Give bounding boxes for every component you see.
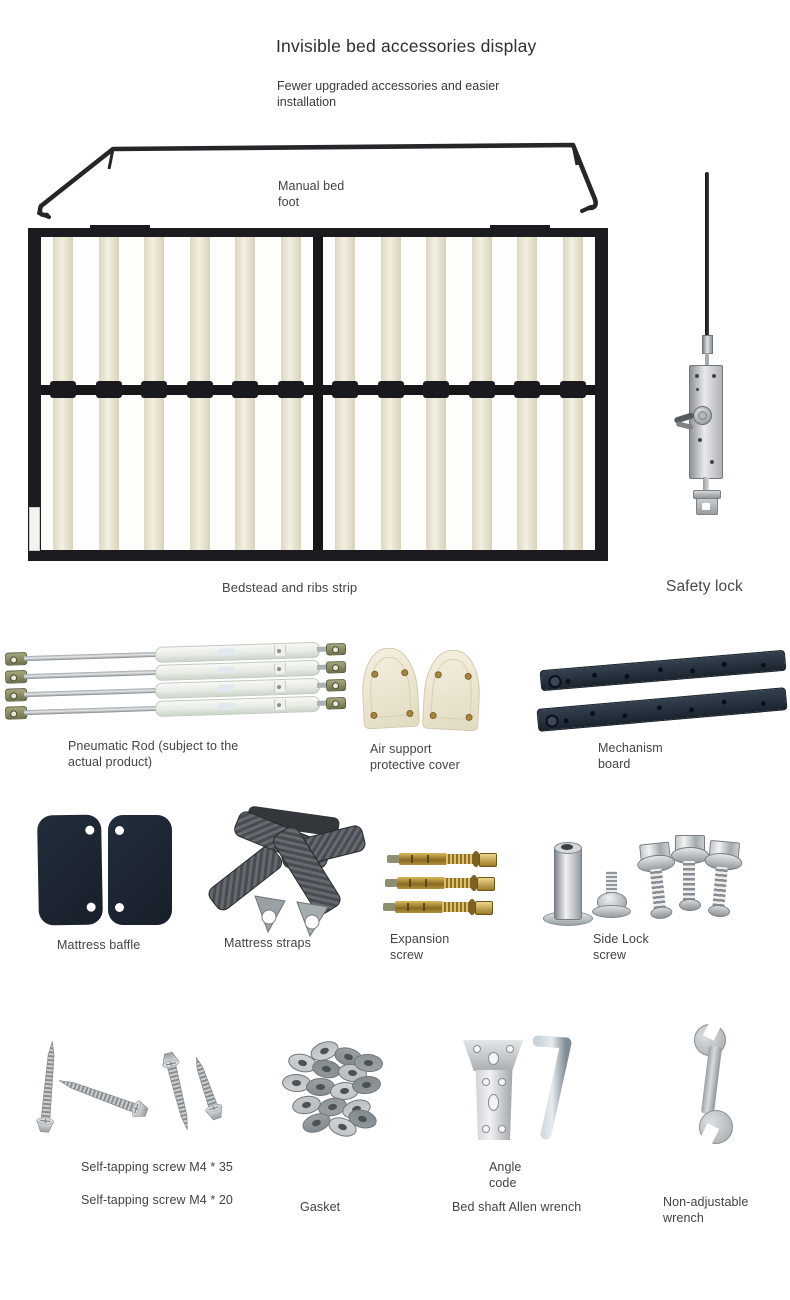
mechanism-board	[540, 650, 787, 692]
gasket-label: Gasket	[300, 1200, 341, 1214]
slat-connector	[96, 381, 122, 398]
expansion-bolt	[387, 851, 497, 867]
mechanism-board-label: Mechanism board	[598, 741, 663, 772]
mattress-baffle-plate	[108, 815, 172, 925]
expansion-bolt	[383, 899, 493, 915]
non-adjustable-wrench-label: Non-adjustable wrench	[663, 1195, 749, 1226]
pneumatic-rod-figure	[5, 641, 347, 733]
bed-centerbar	[313, 237, 323, 550]
page-subtitle: Fewer upgraded accessories and easier installation	[277, 79, 500, 110]
self-tapping-screw-20-label: Self-tapping screw M4 * 20	[81, 1193, 233, 1207]
frame-tab	[490, 225, 550, 230]
slat-connector	[232, 381, 258, 398]
safety-lock-figure	[672, 172, 736, 522]
barrel-nut	[554, 846, 582, 920]
air-support-cover-label: Air support protective cover	[370, 742, 460, 773]
slat-connector	[514, 381, 540, 398]
pneumatic-rod-label: Pneumatic Rod (subject to the actual product)	[68, 739, 239, 770]
frame-tab	[90, 225, 150, 230]
lock-cylinder	[693, 406, 712, 425]
slat-connector	[187, 381, 213, 398]
expansion-bolt	[385, 875, 495, 891]
side-bolt	[698, 840, 742, 938]
mechanism-board	[536, 687, 787, 732]
bedstead-sticker	[29, 507, 40, 551]
slat-connector	[141, 381, 167, 398]
bedstead-figure	[28, 228, 608, 561]
bedstead-inner	[41, 237, 595, 550]
allen-wrench-figure	[533, 1032, 585, 1142]
page-title: Invisible bed accessories display	[276, 36, 537, 56]
slat-connector	[332, 381, 358, 398]
side-lock-screw-label: Side Lock screw	[593, 932, 649, 963]
slat-connector	[560, 381, 586, 398]
side-lock-screw-figure	[543, 833, 743, 933]
bedstead-label: Bedstead and ribs strip	[222, 580, 358, 595]
slat-connector	[50, 381, 76, 398]
manual-bed-foot-label: Manual bed foot	[278, 179, 345, 210]
angle-code-figure	[463, 1040, 523, 1140]
mattress-straps-figure	[205, 806, 370, 938]
expansion-screw-figure	[383, 845, 498, 925]
mattress-baffle-label: Mattress baffle	[57, 938, 141, 952]
mattress-baffle-plate	[37, 814, 103, 925]
slat-connector	[378, 381, 404, 398]
safety-lock-label: Safety lock	[666, 578, 743, 595]
angle-code-label: Angle code	[489, 1160, 522, 1191]
gasket-figure	[282, 1040, 382, 1144]
slat-connector	[423, 381, 449, 398]
slat-connector	[469, 381, 495, 398]
self-tapping-screws-figure	[22, 1022, 257, 1147]
self-tapping-screw-35-label: Self-tapping screw M4 * 35	[81, 1160, 233, 1174]
air-cover	[422, 649, 482, 732]
lock-body	[689, 365, 723, 479]
air-cover	[360, 647, 420, 730]
lock-rod	[705, 172, 709, 336]
expansion-screw-label: Expansion screw	[390, 932, 450, 963]
non-adjustable-wrench-figure	[686, 1022, 744, 1152]
slat-connector	[278, 381, 304, 398]
allen-wrench-label: Bed shaft Allen wrench	[452, 1200, 582, 1214]
mattress-straps-label: Mattress straps	[224, 936, 311, 950]
